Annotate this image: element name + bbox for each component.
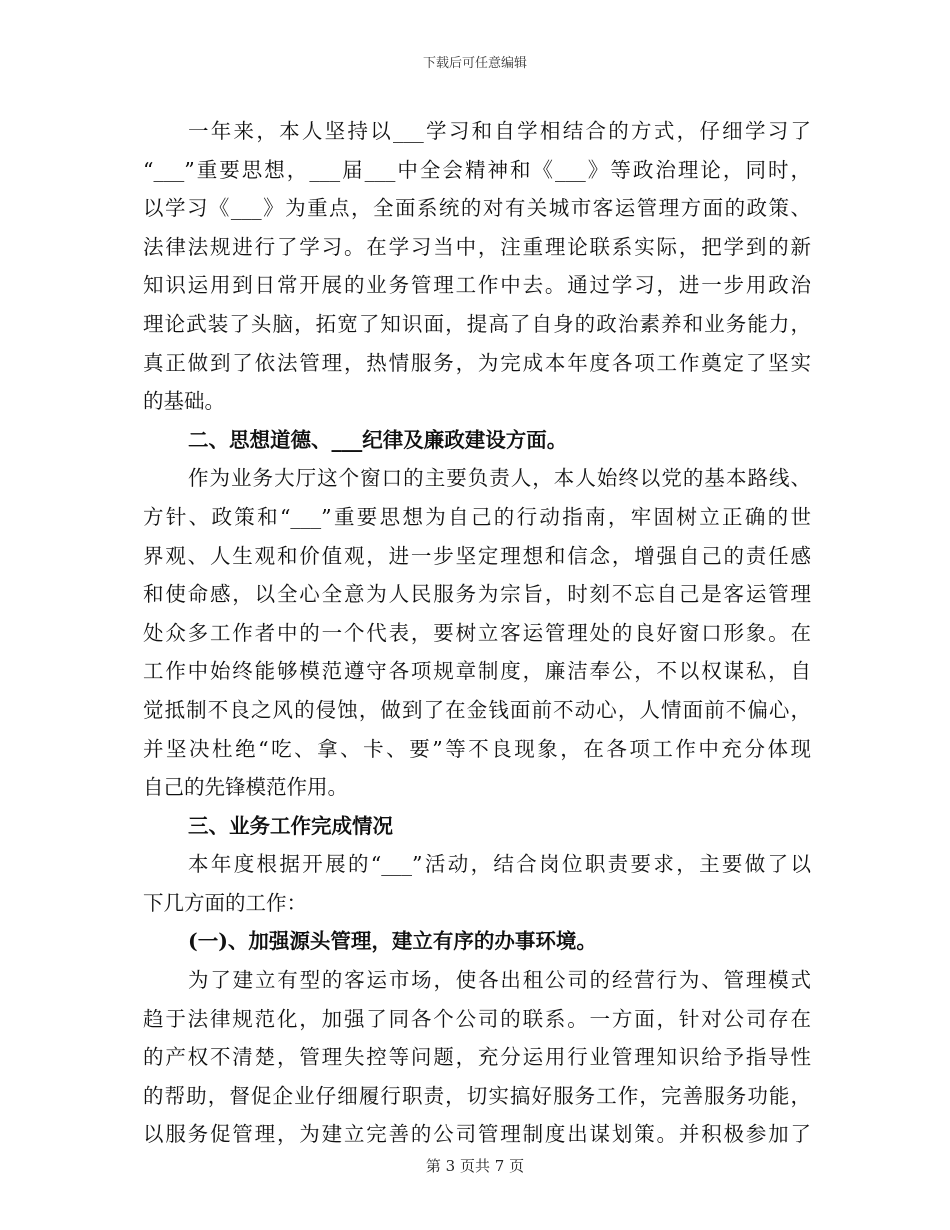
paragraph-line-3: 以学习《___》为重点，全面系统的对有关城市客运管理方面的政策、 — [143, 196, 811, 221]
document-body — [143, 112, 811, 1154]
paragraph-line-8: 的基础。 — [143, 389, 225, 414]
paragraph-line-11: 界观、人生观和价值观，进一步坚定理想和信念，增强自己的责任感 — [143, 543, 811, 568]
paragraph-line-12: 和使命感，以全心全意为人民服务为宗旨，时刻不忘自己是客运管理 — [143, 582, 811, 607]
paragraph-line-14: 工作中始终能够模范遵守各项规章制度，廉洁奉公，不以权谋私，自 — [143, 659, 811, 684]
page-number-footer: 第 3 页共 7 页 — [425, 1157, 525, 1175]
paragraph-line-7: 真正做到了依法管理，热情服务，为完成本年度各项工作奠定了坚实 — [143, 350, 811, 375]
section-heading-3: 三、业务工作完成情况 — [188, 813, 393, 838]
paragraph-line-19: 下几方面的工作： — [143, 890, 307, 915]
paragraph-line-2: “___”重要思想，___届___中全会精神和《___》等政治理论，同时， — [143, 157, 811, 182]
paragraph-line-13: 处众多工作者中的一个代表，要树立客运管理处的良好窗口形象。在 — [143, 620, 811, 645]
page-header-note: 下载后可任意编辑 — [422, 56, 527, 71]
paragraph-line-23: 的帮助，督促企业仔细履行职责，切实搞好服务工作，完善服务功能， — [143, 1083, 811, 1108]
paragraph-line-5: 知识运用到日常开展的业务管理工作中去。通过学习，进一步用政治 — [143, 273, 811, 298]
paragraph-line-21: 趋于法律规范化，加强了同各个公司的联系。一方面，针对公司存在 — [143, 1006, 811, 1031]
paragraph-line-6: 理论武装了头脑，拓宽了知识面，提高了自身的政治素养和业务能力， — [143, 311, 811, 336]
paragraph-line-18: 本年度根据开展的“___”活动，结合岗位职责要求，主要做了以 — [188, 852, 811, 877]
paragraph-line-24: 以服务促管理，为建立完善的公司管理制度出谋划策。并积极参加了 — [143, 1122, 811, 1147]
paragraph-line-10: 方针、政策和“___”重要思想为自己的行动指南，牢固树立正确的世 — [143, 504, 811, 529]
section-heading-2: 二、思想道德、___纪律及廉政建设方面。 — [188, 427, 568, 452]
subsection-heading-1: (一)、加强源头管理，建立有序的办事环境。 — [188, 929, 597, 954]
paragraph-line-22: 的产权不清楚，管理失控等问题，充分运用行业管理知识给予指导性 — [143, 1045, 811, 1070]
paragraph-line-17: 自己的先锋模范作用。 — [143, 775, 348, 800]
paragraph-line-4: 法律法规进行了学习。在学习当中，注重理论联系实际，把学到的新 — [143, 234, 811, 259]
paragraph-line-16: 并坚决杜绝“吃、拿、卡、要”等不良现象，在各项工作中充分体现 — [143, 736, 811, 761]
paragraph-line-20: 为了建立有型的客运市场，使各出租公司的经营行为、管理模式 — [188, 968, 811, 993]
paragraph-line-1: 一年来，本人坚持以___学习和自学相结合的方式，仔细学习了 — [188, 119, 811, 143]
paragraph-line-15: 觉抵制不良之风的侵蚀，做到了在金钱面前不动心，人情面前不偏心， — [143, 697, 811, 722]
paragraph-line-9: 作为业务大厅这个窗口的主要负责人，本人始终以党的基本路线、 — [188, 466, 811, 491]
